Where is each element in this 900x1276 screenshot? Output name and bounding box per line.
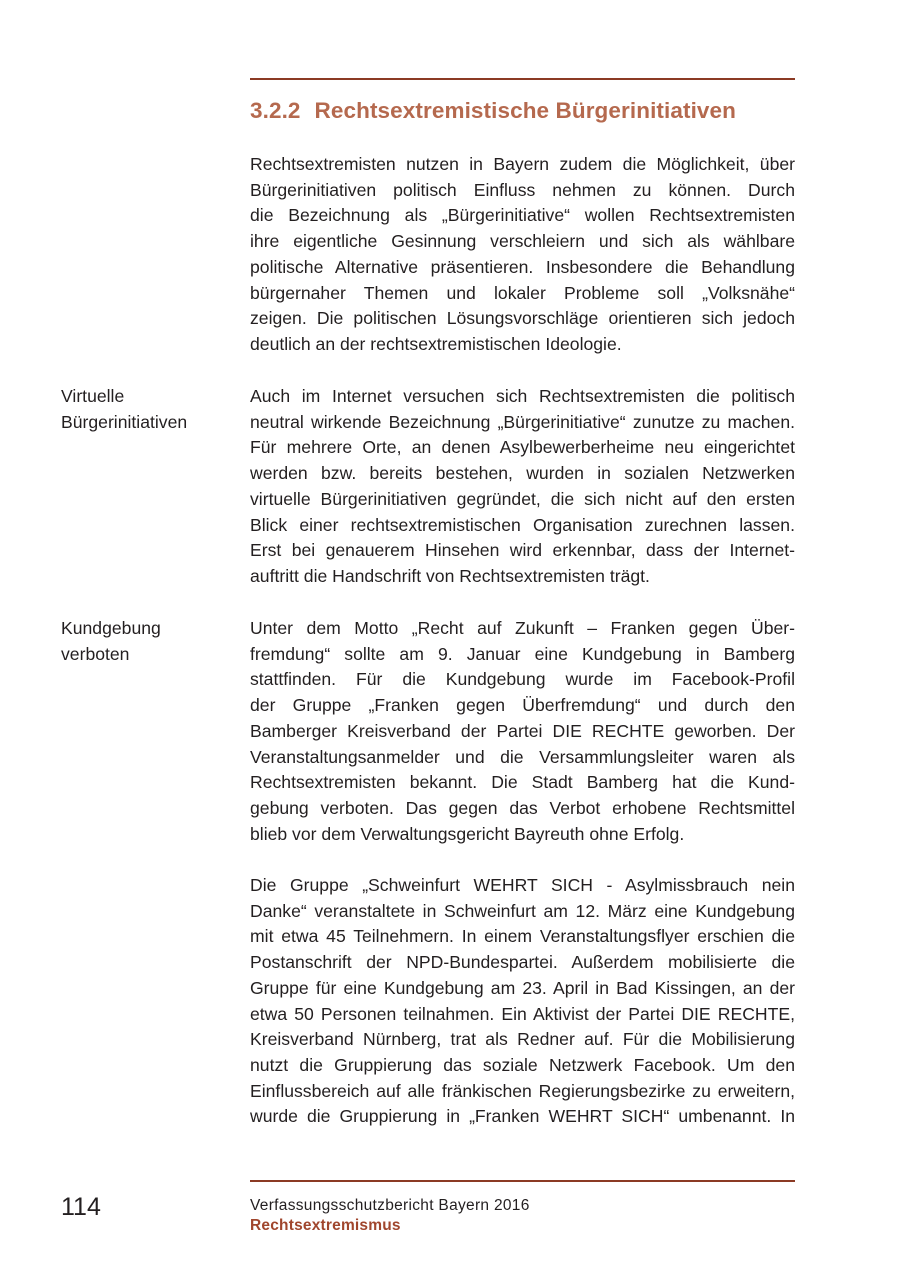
text-line: deutlich an der rechtsextremistischen Ideologie. xyxy=(250,333,622,354)
text-line: bürgernaher Themen und lokaler Probleme soll „Volksnähe“ xyxy=(250,282,795,303)
text-line: Die Gruppe „Schweinfurt WEHRT SICH - Asylmissbrauch nein xyxy=(250,875,795,895)
text-line: der Gruppe „Franken gegen Überfremdung“ und durch den xyxy=(250,695,795,716)
text-line: Erst bei genauerem Hinsehen wird erkennbar, dass der Internet- xyxy=(250,540,795,561)
margin-note-line: Kundgebung xyxy=(61,618,161,638)
text-line: neutral wirkende Bezeichnung „Bürgerinitiative“ zunutze zu machen. xyxy=(250,411,795,432)
text-line: blieb vor dem Verwaltungsgericht Bayreuth ohne Erfolg. xyxy=(250,823,685,844)
text-line: die Bezeichnung als „Bürgerinitiative“ wollen Rechtsextremisten xyxy=(250,205,795,226)
text-line: Einflussbereich auf alle fränkischen Regierungsbezirke zu erweitern, xyxy=(250,1080,795,1101)
text-line: virtuelle Bürgerinitiativen gegründet, die sich nicht auf den ersten xyxy=(250,488,795,509)
text-line: Veranstaltungsanmelder und die Versammlungsleiter waren als xyxy=(250,746,795,767)
text-line: etwa 50 Personen teilnahmen. Ein Aktivist der Partei DIE RECHTE, xyxy=(250,1003,795,1024)
text-line: mit etwa 45 Teilnehmern. In einem Veranstaltungsflyer erschien die xyxy=(250,926,795,947)
text-line: Unter dem Motto „Recht auf Zukunft – Franken gegen Über- xyxy=(250,618,795,638)
text-line: Bürgerinitiativen politisch Einfluss nehmen zu können. Durch xyxy=(250,179,795,200)
text-line: ihre eigentliche Gesinnung verschleiern und sich als wählbare xyxy=(250,231,795,252)
text-line: zeigen. Die politischen Lösungsvorschläge orientieren sich jedoch xyxy=(250,308,795,329)
margin-note-line: Virtuelle xyxy=(61,386,125,406)
text-line: Für mehrere Orte, an denen Asylbewerberheime neu eingerichtet xyxy=(250,437,795,458)
text-line: Rechtsextremisten nutzen in Bayern zudem die Möglichkeit, über xyxy=(250,154,795,174)
text-line: werden bzw. bereits bestehen, wurden in sozialen Netzwerken xyxy=(250,463,795,484)
margin-note-kundgebung xyxy=(61,616,241,667)
text-line: nutzt die Gruppierung das soziale Netzwerk Facebook. Um den xyxy=(250,1054,795,1075)
section-heading xyxy=(250,98,810,124)
text-line: wurde die Gruppierung in „Franken WEHRT SICH“ umbenannt. In xyxy=(250,1106,795,1127)
paragraph-bamberg xyxy=(250,616,795,847)
text-line: Gruppe für eine Kundgebung am 23. April in Bad Kissingen, an der xyxy=(250,977,795,998)
text-line: Danke“ veranstaltete in Schweinfurt am 12. März eine Kundgebung xyxy=(250,900,795,921)
footer-chapter: Rechtsextremismus xyxy=(250,1217,401,1234)
text-line: Blick einer rechtsextremistischen Organisation zurechnen lassen. xyxy=(250,514,795,535)
text-line: auftritt die Handschrift von Rechtsextremisten trägt. xyxy=(250,565,650,586)
footer-rule xyxy=(250,1180,795,1182)
text-line: Kreisverband Nürnberg, trat als Redner auf. Für die Mobilisierung xyxy=(250,1029,795,1050)
text-line: stattfinden. Für die Kundgebung wurde im Facebook-Profil xyxy=(250,669,795,690)
text-line: Postanschrift der NPD-Bundespartei. Außerdem mobilisierte die xyxy=(250,952,795,973)
paragraph-internet xyxy=(250,384,795,590)
margin-note-virtual xyxy=(61,384,241,435)
page-number: 114 xyxy=(61,1193,101,1221)
footer-publication: Verfassungsschutzbericht Bayern 2016 xyxy=(250,1197,530,1214)
text-line: Bamberger Kreisverband der Partei DIE RECHTE geworben. Der xyxy=(250,720,795,741)
section-title: Rechtsextremistische Bürgerinitiativen xyxy=(314,98,736,123)
text-line: politische Alternative präsentieren. Insbesondere die Behandlung xyxy=(250,256,795,277)
section-number: 3.2.2 xyxy=(250,98,301,123)
header-rule xyxy=(250,78,795,80)
text-line: gebung verboten. Das gegen das Verbot erhobene Rechtsmittel xyxy=(250,797,795,818)
paragraph-intro xyxy=(250,152,795,358)
margin-note-line: Bürgerinitiativen xyxy=(61,411,188,432)
margin-note-line: verboten xyxy=(61,643,130,664)
text-line: fremdung“ sollte am 9. Januar eine Kundgebung in Bamberg xyxy=(250,643,795,664)
text-line: Auch im Internet versuchen sich Rechtsextremisten die politisch xyxy=(250,386,795,406)
text-line: Rechtsextremisten bekannt. Die Stadt Bamberg hat die Kund- xyxy=(250,772,795,793)
paragraph-schweinfurt xyxy=(250,873,795,1130)
